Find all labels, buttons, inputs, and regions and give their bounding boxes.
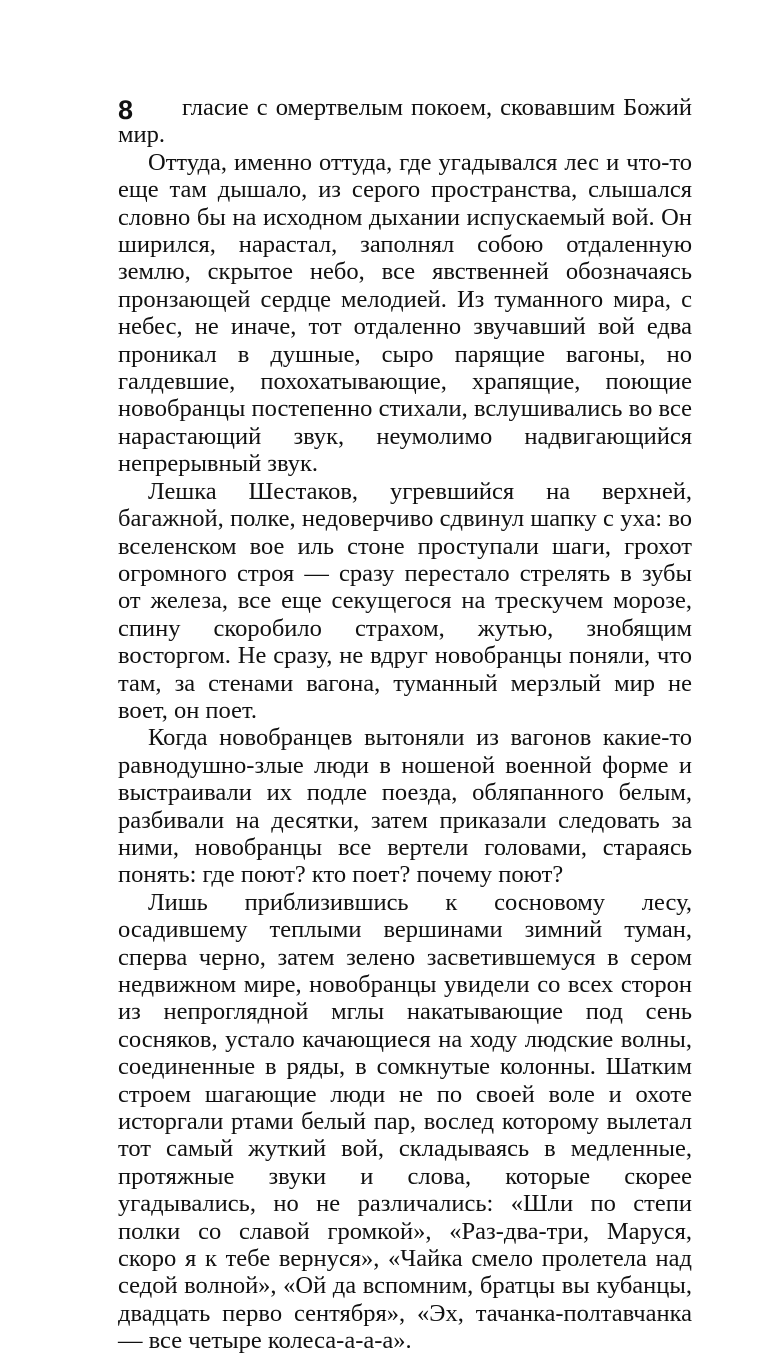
paragraph: Лешка Шестаков, угревшийся на верхней, багажной, полке, недоверчиво сдвинул шапку с уха: во вселенском вое иль стоне проступали шаги, грохот огромного строя — сразу перестало стрелять в зубы от железа, все еще секущегося на трескучем морозе, спину скоробило страхом, жутью, знобящим восторгом. Не сразу, не вдруг новобранцы поняли, что там, за стенами вагона, туманный мерзлый мир не воет, он поет. (118, 477, 692, 724)
body-text (118, 94, 692, 1355)
paragraph: Когда новобранцев вытоняли из вагонов какие-то равнодушно-злые люди в ношеной военной форме и выстраивали их подле поезда, обляпанного белым, разбивали на десятки, затем приказали следовать за ними, новобранцы все вертели головами, стараясь понять: где поют? кто поет? почему поют? (118, 724, 692, 889)
paragraph: Лишь приблизившись к сосновому лесу, осадившему теплыми вершинами зимний туман, сперва черно, затем зелено засветившемуся в сером недвижном мире, новобранцы увидели со всех сторон из непроглядной мглы накатывающие под сень сосняков, устало качающиеся на ходу людские волны, соединенные в ряды, в сомкнутые колонны. Шатким строем шагающие люди не по своей воле и охоте исторгали ртами белый пар, вослед которому вылетал тот самый жуткий вой, складываясь в медленные, протяжные звуки и слова, которые скорее угадывались, но не различались: «Шли по степи полки со славой громкой», «Раз-два-три, Маруся, скоро я к тебе вернуся», «Чайка смело пролетела над седой волной», «Ой да вспомним, братцы вы кубанцы, двадцать перво сентября», «Эх, тачанка-полтавчанка — все четыре колеса-а-а-а». (118, 888, 692, 1355)
paragraph: гласие с омертвелым покоем, сковавшим Божий мир. (118, 94, 692, 149)
paragraph: Оттуда, именно оттуда, где угадывался лес и что-то еще там дышало, из серого пространства, слышался словно бы на исходном дыхании испускаемый вой. Он ширился, нарастал, заполнял собою отдаленную землю, скрытое небо, все явственней обозначаясь пронзающей сердце мелодией. Из туманного мира, с небес, не иначе, тот отдаленно звучавший вой едва проникал в душные, сыро парящие вагоны, но галдевшие, похохатывающие, храпящие, поющие новобранцы постепенно стихали, вслушивались во все нарастающий звук, неумолимо надвигающийся непрерывный звук. (118, 148, 692, 478)
page-number: 8 (118, 95, 134, 125)
